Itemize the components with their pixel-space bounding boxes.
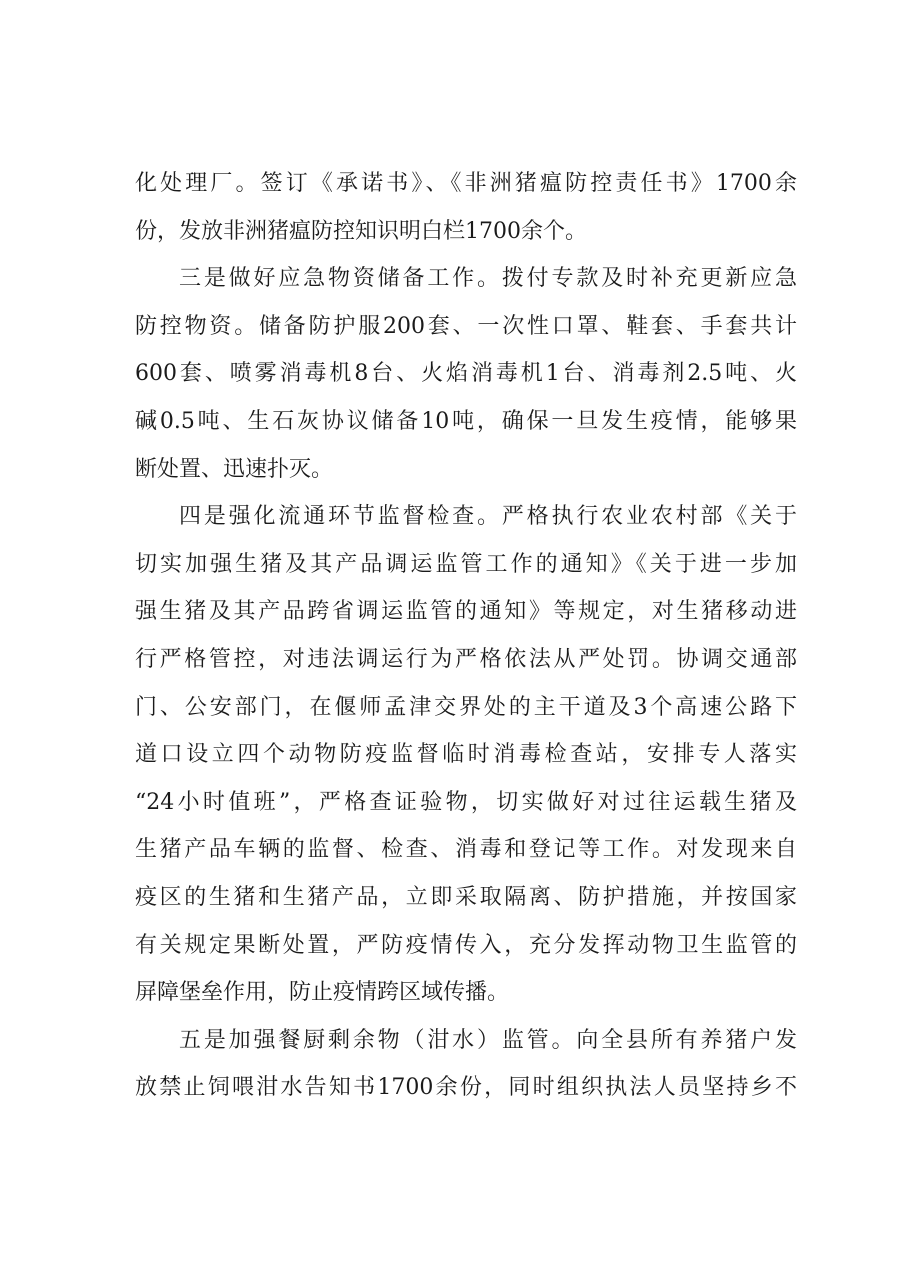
document-body [135,160,797,1112]
text-line: 有关规定果断处置，严防疫情传入，充分发挥动物卫生监管的 [135,932,797,958]
paragraph-kitchen-waste [135,1017,797,1112]
text-line: 行严格管控，对违法调运行为严格依法从严处罚。协调交通部 [135,646,797,672]
paragraph-circulation-inspection [135,493,797,1017]
text-line: “24小时值班”，严格查证验物，切实做好对过往运载生猪及 [135,789,797,815]
text-line: 碱0.5吨、生石灰协议储备10吨，确保一旦发生疫情，能够果 [135,408,797,434]
paragraph-emergency-supplies [135,255,797,493]
text-line: 疫区的生猪和生猪产品，立即采取隔离、防护措施，并按国家 [135,884,797,910]
text-line: 门、公安部门，在偃师孟津交界处的主干道及3个高速公路下 [135,694,797,720]
text-line: 化处理厂。签订《承诺书》、《非洲猪瘟防控责任书》1700余 [135,171,797,196]
text-line: 强生猪及其产品跨省调运监管的通知》等规定，对生猪移动进 [135,599,797,625]
paragraph-continuation [135,160,797,255]
text-line: 切实加强生猪及其产品调运监管工作的通知》《关于进一步加 [135,551,797,577]
text-line: 600套、喷雾消毒机8台、火焰消毒机1台、消毒剂2.5吨、火 [135,361,797,387]
text-line: 屏障堡垒作用，防止疫情跨区域传播。 [135,980,510,1006]
text-line: 四是强化流通环节监督检查。严格执行农业农村部《关于 [179,504,797,530]
text-line: 断处置、迅速扑灭。 [135,456,334,482]
text-line: 放禁止饲喂泔水告知书1700余份，同时组织执法人员坚持乡不 [135,1075,797,1101]
text-line: 生猪产品车辆的监督、检查、消毒和登记等工作。对发现来自 [135,837,797,863]
text-line: 道口设立四个动物防疫监督临时消毒检查站，安排专人落实 [135,742,797,768]
text-line: 份，发放非洲猪瘟防控知识明白栏1700余个。 [135,218,587,244]
text-line: 防控物资。储备防护服200套、一次性口罩、鞋套、手套共计 [135,313,797,339]
text-line: 五是加强餐厨剩余物（泔水）监管。向全县所有养猪户发 [179,1027,797,1053]
text-line: 三是做好应急物资储备工作。拨付专款及时补充更新应急 [179,266,797,292]
